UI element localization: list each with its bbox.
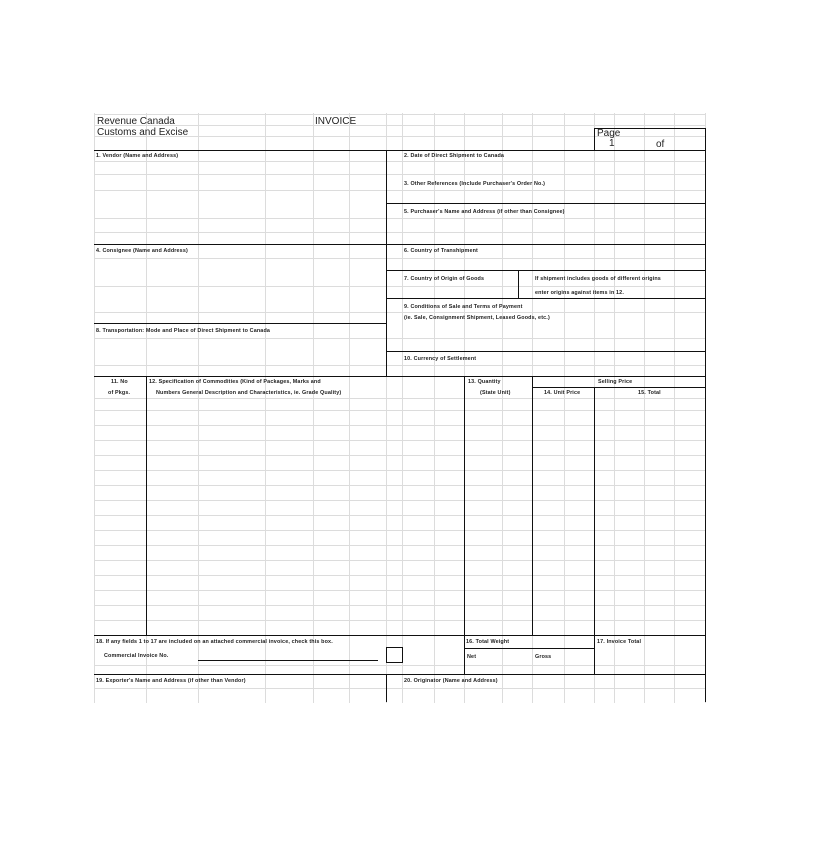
grid-row-line bbox=[94, 398, 705, 399]
grid-row-line bbox=[94, 665, 705, 666]
quantity-label: 13. Quantity bbox=[468, 379, 501, 385]
selling-price-label: Selling Price bbox=[598, 379, 633, 385]
attached-invoice-note: 18. If any fields 1 to 17 are included on an attached commercial invoice, check this box. bbox=[96, 639, 333, 645]
originator-label: 20. Originator (Name and Address) bbox=[404, 678, 498, 684]
weight-total-divider bbox=[464, 648, 594, 649]
section-1-bottom-border bbox=[94, 244, 705, 245]
grid-column-line bbox=[434, 113, 435, 703]
field-3-bottom-border bbox=[386, 203, 705, 204]
grid-row-line bbox=[94, 125, 705, 126]
grid-row-line bbox=[94, 688, 705, 689]
vendor-label: 1. Vendor (Name and Address) bbox=[96, 153, 179, 159]
section-19-top-border bbox=[94, 674, 705, 675]
grid-row-line bbox=[94, 470, 705, 471]
grid-row-line bbox=[94, 365, 705, 366]
grid-column-line bbox=[349, 113, 350, 703]
other-references-label: 3. Other References (Include Purchaser's Order No.) bbox=[404, 181, 546, 187]
grid-row-line bbox=[94, 605, 705, 606]
grid-column-line bbox=[674, 113, 675, 703]
grid-row-line bbox=[94, 500, 705, 501]
grid-row-line bbox=[94, 530, 705, 531]
grid-column-line bbox=[644, 113, 645, 703]
attached-invoice-checkbox[interactable] bbox=[386, 647, 403, 663]
unit-price-label: 14. Unit Price bbox=[544, 390, 581, 396]
commercial-invoice-no-underline bbox=[198, 660, 378, 661]
table-header-top-border bbox=[94, 376, 705, 377]
terms-of-payment-example: (ie. Sale, Consignment Shipment, Leased Goods, etc.) bbox=[404, 315, 550, 321]
grid-row-line bbox=[94, 410, 705, 411]
origin-note-line2: enter origins against items in 12. bbox=[535, 290, 624, 296]
total-weight-label: 16. Total Weight bbox=[466, 639, 510, 645]
page-of-label: of bbox=[656, 139, 665, 150]
grid-row-line bbox=[94, 114, 705, 115]
header-bottom-border bbox=[94, 150, 705, 151]
grid-row-line bbox=[94, 590, 705, 591]
field-8-top-border bbox=[94, 323, 386, 324]
grid-row-line bbox=[94, 440, 705, 441]
grid-row-line bbox=[94, 174, 705, 175]
page-number: 1 bbox=[609, 138, 615, 149]
agency-division: Customs and Excise bbox=[97, 127, 189, 138]
center-column-divider bbox=[386, 150, 387, 376]
transhipment-country-label: 6. Country of Transhipment bbox=[404, 248, 478, 254]
field-7-divider bbox=[518, 270, 519, 298]
grid-row-line bbox=[94, 161, 705, 162]
grid-row-line bbox=[94, 425, 705, 426]
grid-column-line bbox=[564, 113, 565, 703]
origin-note-line1: If shipment includes goods of different origins bbox=[535, 276, 661, 282]
grid-row-line bbox=[94, 455, 705, 456]
purchaser-label: 5. Purchaser's Name and Address (if other than Consignee) bbox=[404, 209, 565, 215]
grid-row-line bbox=[94, 575, 705, 576]
total-label: 15. Total bbox=[638, 390, 661, 396]
description-column-divider bbox=[146, 376, 147, 635]
invoice-total-label: 17. Invoice Total bbox=[597, 639, 642, 645]
packages-count-label-line2: of Pkgs. bbox=[108, 390, 131, 396]
currency-label: 10. Currency of Settlement bbox=[404, 356, 477, 362]
commodities-label: 12. Specification of Commodities (Kind of Packages, Marks and bbox=[149, 379, 321, 385]
grid-row-line bbox=[94, 312, 705, 313]
grid-column-line bbox=[502, 113, 503, 703]
field-10-top-border bbox=[386, 351, 705, 352]
form-right-border bbox=[705, 150, 706, 702]
quantity-column-divider bbox=[464, 376, 465, 674]
grid-row-line bbox=[94, 232, 705, 233]
total-column-divider bbox=[594, 387, 595, 674]
commercial-invoice-no-label: Commercial Invoice No. bbox=[104, 653, 169, 659]
grid-column-line bbox=[614, 113, 615, 703]
page-label: Page bbox=[597, 128, 621, 139]
exporter-label: 19. Exporter's Name and Address (if other than Vendor) bbox=[96, 678, 246, 684]
unit-price-column-divider bbox=[532, 376, 533, 635]
gross-weight-label: Gross bbox=[535, 654, 552, 660]
commodities-label-line2: Numbers General Description and Characteristics, ie. Grade Quality) bbox=[156, 390, 342, 396]
grid-column-line bbox=[313, 113, 314, 703]
page-box-left-border bbox=[594, 128, 595, 150]
consignee-label: 4. Consignee (Name and Address) bbox=[96, 248, 188, 254]
form-title: INVOICE bbox=[315, 116, 357, 127]
grid-row-line bbox=[94, 620, 705, 621]
shipment-date-label: 2. Date of Direct Shipment to Canada bbox=[404, 153, 505, 159]
selling-price-underline bbox=[532, 387, 705, 388]
grid-column-line bbox=[265, 113, 266, 703]
field-6-bottom-border bbox=[386, 270, 705, 271]
origin-country-label: 7. Country of Origin of Goods bbox=[404, 276, 485, 282]
grid-row-line bbox=[94, 560, 705, 561]
grid-row-line bbox=[94, 545, 705, 546]
packages-count-label: 11. No bbox=[111, 379, 128, 385]
net-weight-label: Net bbox=[467, 654, 477, 660]
page-box-right-border bbox=[705, 128, 706, 150]
field-7-bottom-border bbox=[386, 298, 705, 299]
grid-row-line bbox=[94, 485, 705, 486]
grid-column-line bbox=[198, 113, 199, 703]
transportation-label: 8. Transportation: Mode and Place of Direct Shipment to Canada bbox=[96, 328, 271, 334]
grid-row-line bbox=[94, 338, 705, 339]
section-19-20-divider bbox=[386, 674, 387, 702]
grid-column-line bbox=[94, 113, 95, 703]
grid-row-line bbox=[94, 218, 705, 219]
grid-row-line bbox=[94, 286, 705, 287]
quantity-unit-label: (State Unit) bbox=[480, 390, 511, 396]
terms-of-payment-label: 9. Conditions of Sale and Terms of Payment bbox=[404, 304, 523, 310]
grid-row-line bbox=[94, 258, 705, 259]
agency-name: Revenue Canada bbox=[97, 116, 175, 127]
grid-row-line bbox=[94, 515, 705, 516]
grid-row-line bbox=[94, 190, 705, 191]
table-bottom-border bbox=[94, 635, 705, 636]
grid-column-line bbox=[402, 113, 403, 703]
